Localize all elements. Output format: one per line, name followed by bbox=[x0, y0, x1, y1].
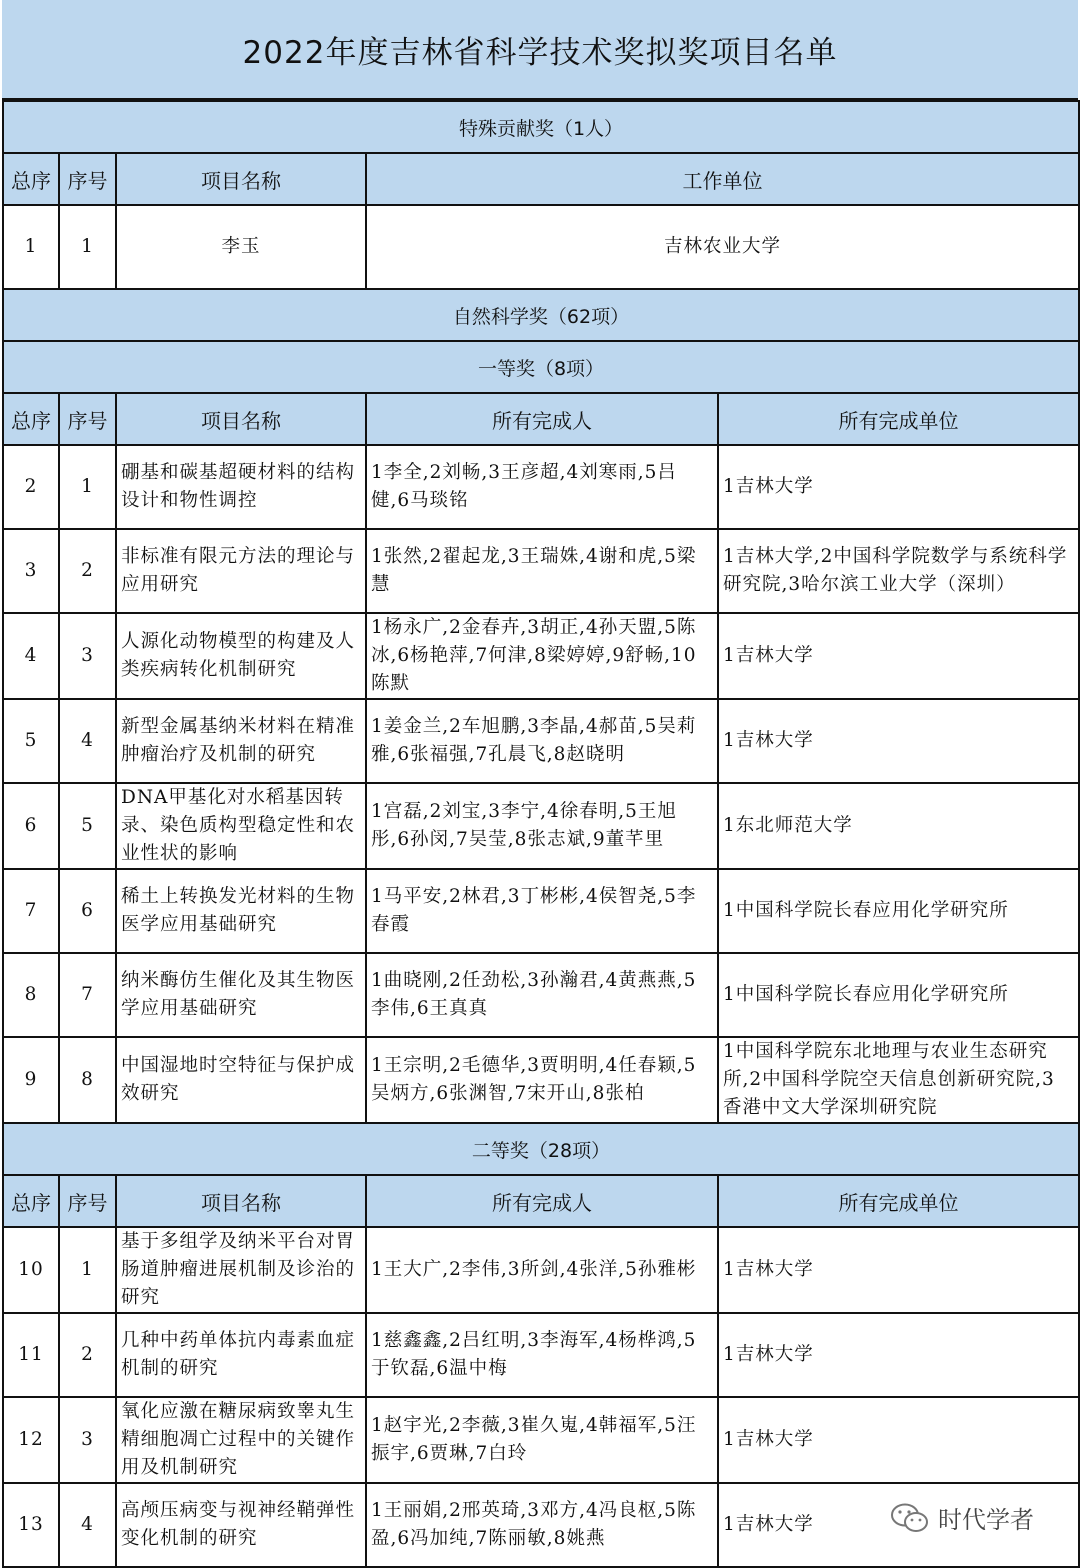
column-header: 所有完成单位 bbox=[718, 393, 1079, 445]
cell-people: 1张然,2翟起龙,3王瑞姝,4谢和虎,5梁慧 bbox=[366, 529, 718, 613]
cell-name: 硼基和碳基超硬材料的结构设计和物性调控 bbox=[116, 445, 366, 529]
cell-people: 1赵宇光,2李薇,3崔久嵬,4韩福军,5汪振宇,6贾琳,7白玲 bbox=[366, 1397, 718, 1483]
cell-total: 8 bbox=[3, 953, 59, 1037]
cell-people: 1姜金兰,2车旭鹏,3李晶,4郝苗,5吴莉雅,6张福强,7孔晨飞,8赵晓明 bbox=[366, 699, 718, 783]
column-header: 项目名称 bbox=[116, 1175, 366, 1227]
table-row bbox=[3, 1313, 1079, 1397]
cell-total: 7 bbox=[3, 869, 59, 953]
column-header-row bbox=[3, 393, 1079, 445]
table-row bbox=[3, 953, 1079, 1037]
cell-unit: 1东北师范大学 bbox=[718, 783, 1079, 869]
column-header: 总序 bbox=[3, 1175, 59, 1227]
cell-total: 10 bbox=[3, 1227, 59, 1313]
table-row bbox=[3, 869, 1079, 953]
section-band-first-prize bbox=[3, 341, 1079, 393]
cell-seq: 2 bbox=[59, 1313, 116, 1397]
cell-name: 中国湿地时空特征与保护成效研究 bbox=[116, 1037, 366, 1123]
column-header-row bbox=[3, 1175, 1079, 1227]
watermark bbox=[890, 1500, 1034, 1535]
cell-name: 氧化应激在糖尿病致睾丸生精细胞凋亡过程中的关键作用及机制研究 bbox=[116, 1397, 366, 1483]
cell-people: 1李全,2刘畅,3王彦超,4刘寒雨,5吕健,6马琰铭 bbox=[366, 445, 718, 529]
cell-seq: 7 bbox=[59, 953, 116, 1037]
cell-name: 人源化动物模型的构建及人类疾病转化机制研究 bbox=[116, 613, 366, 699]
cell-total: 4 bbox=[3, 613, 59, 699]
table-row bbox=[3, 783, 1079, 869]
cell-seq: 4 bbox=[59, 699, 116, 783]
cell-unit: 吉林农业大学 bbox=[366, 205, 1079, 289]
column-header: 序号 bbox=[59, 153, 116, 205]
cell-people: 1慈鑫鑫,2吕红明,3李海军,4杨桦鸿,5于钦磊,6温中梅 bbox=[366, 1313, 718, 1397]
table-row bbox=[3, 205, 1079, 289]
column-header: 序号 bbox=[59, 393, 116, 445]
cell-unit: 1吉林大学,2中国科学院数学与系统科学研究院,3哈尔滨工业大学（深圳） bbox=[718, 529, 1079, 613]
cell-unit: 1吉林大学 bbox=[718, 1483, 1079, 1567]
section-band-natural-label: 自然科学奖（62项） bbox=[3, 289, 1079, 341]
cell-total: 13 bbox=[3, 1483, 59, 1567]
cell-name: 非标准有限元方法的理论与应用研究 bbox=[116, 529, 366, 613]
cell-people: 1王丽娟,2邢英琦,3邓方,4冯良枢,5陈盈,6冯加纯,7陈丽敏,8姚燕 bbox=[366, 1483, 718, 1567]
cell-unit: 1中国科学院长春应用化学研究所 bbox=[718, 869, 1079, 953]
watermark-text: 时代学者 bbox=[938, 1506, 1034, 1534]
column-header: 总序 bbox=[3, 153, 59, 205]
cell-unit: 1中国科学院长春应用化学研究所 bbox=[718, 953, 1079, 1037]
cell-seq: 2 bbox=[59, 529, 116, 613]
cell-name: 纳米酶仿生催化及其生物医学应用基础研究 bbox=[116, 953, 366, 1037]
section-band-second-prize-label: 二等奖（28项） bbox=[3, 1123, 1079, 1175]
column-header: 项目名称 bbox=[116, 393, 366, 445]
cell-people: 1王大广,2李伟,3所剑,4张洋,5孙雅彬 bbox=[366, 1227, 718, 1313]
section-band-special-label: 特殊贡献奖（1人） bbox=[3, 101, 1079, 153]
table-row bbox=[3, 1227, 1079, 1313]
cell-total: 3 bbox=[3, 529, 59, 613]
column-header: 所有完成人 bbox=[366, 1175, 718, 1227]
table-row bbox=[3, 613, 1079, 699]
cell-unit: 1吉林大学 bbox=[718, 1227, 1079, 1313]
column-header: 工作单位 bbox=[366, 153, 1079, 205]
column-header-row bbox=[3, 153, 1079, 205]
cell-people: 1马平安,2林君,3丁彬彬,4侯智尧,5李春霞 bbox=[366, 869, 718, 953]
cell-unit: 1吉林大学 bbox=[718, 613, 1079, 699]
cell-name: 基于多组学及纳米平台对胃肠道肿瘤进展机制及诊治的研究 bbox=[116, 1227, 366, 1313]
cell-seq: 1 bbox=[59, 205, 116, 289]
section-band-second-prize bbox=[3, 1123, 1079, 1175]
cell-total: 11 bbox=[3, 1313, 59, 1397]
cell-seq: 6 bbox=[59, 869, 116, 953]
cell-seq: 1 bbox=[59, 1227, 116, 1313]
table-row bbox=[3, 699, 1079, 783]
cell-seq: 3 bbox=[59, 1397, 116, 1483]
section-band-first-prize-label: 一等奖（8项） bbox=[3, 341, 1079, 393]
column-header: 序号 bbox=[59, 1175, 116, 1227]
section-band-special bbox=[3, 101, 1079, 153]
cell-people: 1杨永广,2金春卉,3胡正,4孙天盟,5陈冰,6杨艳萍,7何津,8梁婷婷,9舒畅,10陈默 bbox=[366, 613, 718, 699]
table-row bbox=[3, 1037, 1079, 1123]
cell-total: 2 bbox=[3, 445, 59, 529]
cell-seq: 5 bbox=[59, 783, 116, 869]
cell-name: 稀土上转换发光材料的生物医学应用基础研究 bbox=[116, 869, 366, 953]
cell-total: 6 bbox=[3, 783, 59, 869]
cell-unit: 1吉林大学 bbox=[718, 1397, 1079, 1483]
cell-name: 李玉 bbox=[116, 205, 366, 289]
award-table bbox=[2, 100, 1080, 1568]
column-header: 所有完成单位 bbox=[718, 1175, 1079, 1227]
cell-name: DNA甲基化对水稻基因转录、染色质构型稳定性和农业性状的影响 bbox=[116, 783, 366, 869]
cell-total: 12 bbox=[3, 1397, 59, 1483]
table-row bbox=[3, 445, 1079, 529]
column-header: 总序 bbox=[3, 393, 59, 445]
cell-people: 1宫磊,2刘宝,3李宁,4徐春明,5王旭彤,6孙闵,7吴莹,8张志斌,9董芊里 bbox=[366, 783, 718, 869]
cell-unit: 1吉林大学 bbox=[718, 1313, 1079, 1397]
cell-unit: 1吉林大学 bbox=[718, 445, 1079, 529]
cell-unit: 1吉林大学 bbox=[718, 699, 1079, 783]
document-page bbox=[2, 0, 1078, 1565]
section-band-natural bbox=[3, 289, 1079, 341]
cell-name: 新型金属基纳米材料在精准肿瘤治疗及机制的研究 bbox=[116, 699, 366, 783]
cell-total: 5 bbox=[3, 699, 59, 783]
cell-people: 1曲晓刚,2任劲松,3孙瀚君,4黄燕燕,5李伟,6王真真 bbox=[366, 953, 718, 1037]
cell-name: 几种中药单体抗内毒素血症机制的研究 bbox=[116, 1313, 366, 1397]
cell-seq: 3 bbox=[59, 613, 116, 699]
wechat-icon bbox=[890, 1502, 930, 1534]
cell-people: 1王宗明,2毛德华,3贾明明,4任春颖,5吴炳方,6张渊智,7宋开山,8张柏 bbox=[366, 1037, 718, 1123]
cell-total: 9 bbox=[3, 1037, 59, 1123]
cell-seq: 1 bbox=[59, 445, 116, 529]
cell-name: 高颅压病变与视神经鞘弹性变化机制的研究 bbox=[116, 1483, 366, 1567]
document-title: 2022年度吉林省科学技术奖拟奖项目名单 bbox=[2, 0, 1078, 100]
table-row bbox=[3, 529, 1079, 613]
cell-total: 1 bbox=[3, 205, 59, 289]
column-header: 所有完成人 bbox=[366, 393, 718, 445]
table-row bbox=[3, 1397, 1079, 1483]
cell-seq: 8 bbox=[59, 1037, 116, 1123]
cell-unit: 1中国科学院东北地理与农业生态研究所,2中国科学院空天信息创新研究院,3香港中文大学深圳研究院 bbox=[718, 1037, 1079, 1123]
column-header: 项目名称 bbox=[116, 153, 366, 205]
cell-seq: 4 bbox=[59, 1483, 116, 1567]
